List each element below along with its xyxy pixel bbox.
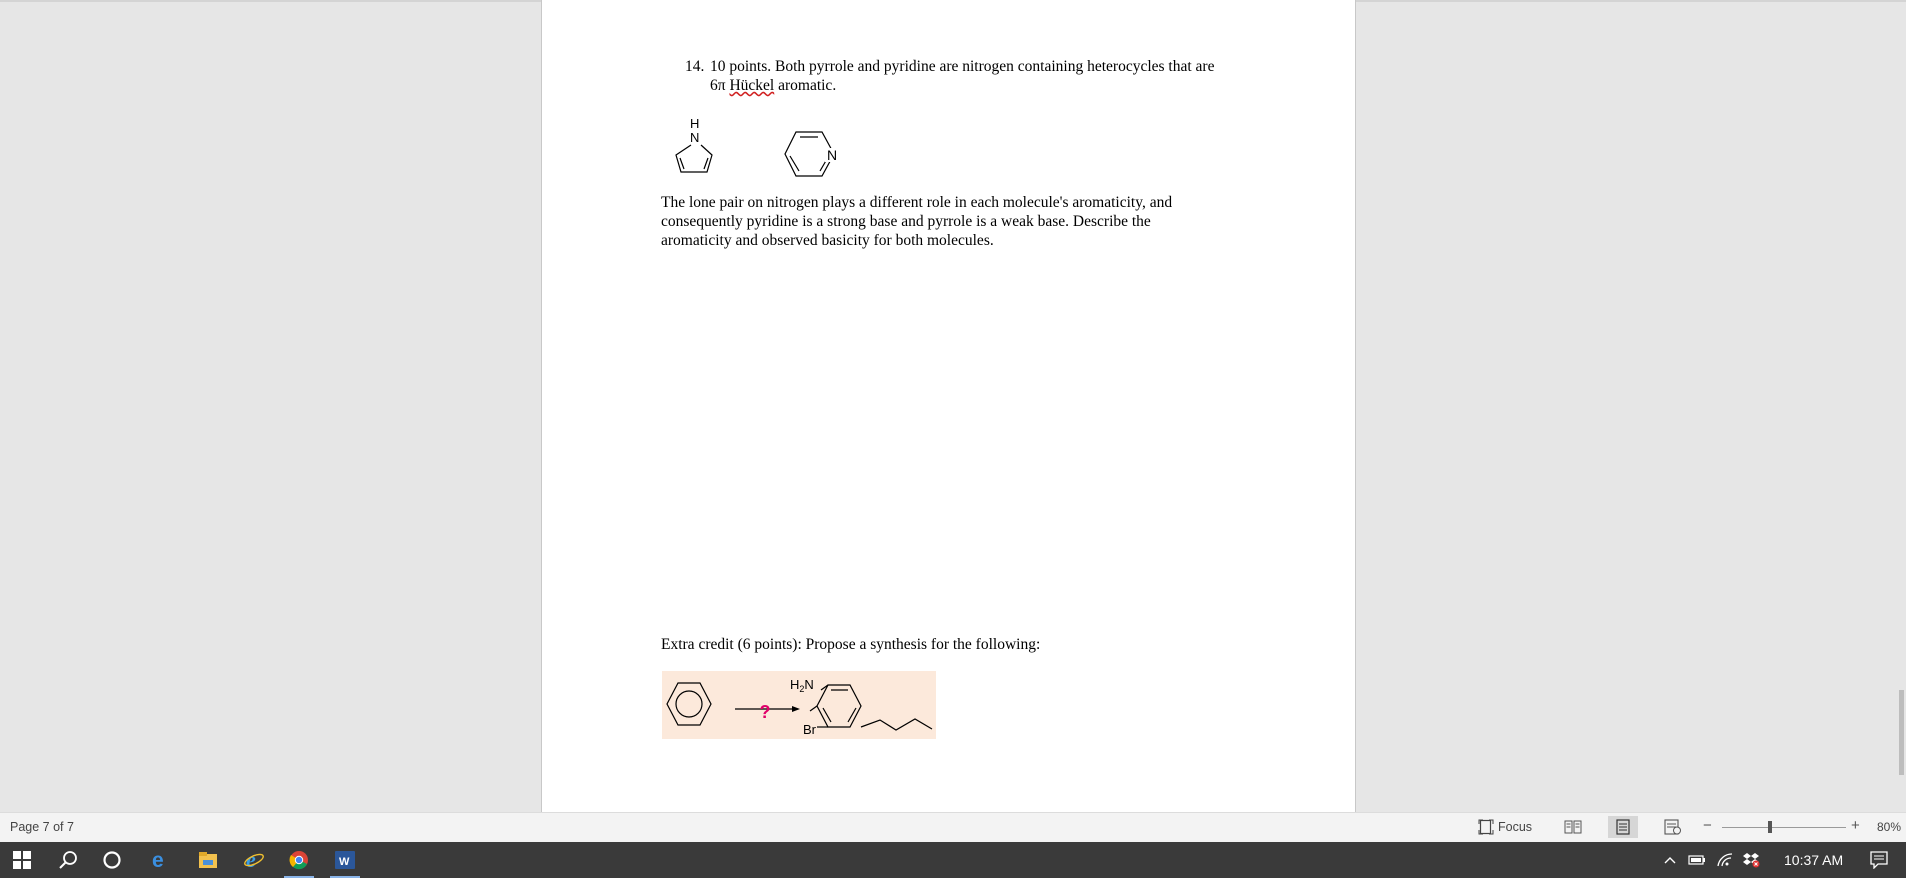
dropbox-tray-button[interactable]	[1740, 842, 1762, 878]
zoom-slider-thumb[interactable]	[1768, 821, 1772, 833]
edge-browser-icon	[150, 850, 170, 870]
cortana-button[interactable]	[94, 842, 130, 878]
document-page[interactable]	[541, 0, 1356, 812]
start-button[interactable]	[4, 842, 40, 878]
paragraph-line-1: The lone pair on nitrogen plays a different role in each molecule's aromaticity, and	[661, 194, 1173, 211]
amine-subscript: 2	[799, 684, 805, 694]
windows-taskbar	[0, 842, 1906, 878]
notification-icon	[1870, 851, 1888, 869]
network-tray-button[interactable]	[1714, 842, 1736, 878]
benzene-ring	[667, 683, 711, 725]
focus-icon	[1478, 819, 1494, 835]
vertical-scrollbar[interactable]	[1899, 690, 1904, 775]
wifi-icon	[1716, 852, 1734, 868]
benzene-aromatic-circle	[676, 691, 702, 717]
chrome-icon	[289, 850, 309, 870]
show-hidden-icons-button[interactable]	[1660, 842, 1680, 878]
print-layout-button[interactable]	[1608, 816, 1638, 838]
cortana-circle-icon	[102, 850, 122, 870]
synthesis-reaction-image[interactable]	[662, 671, 936, 739]
zoom-in-button[interactable]: +	[1851, 817, 1860, 834]
question-line2-prefix: 6π	[710, 77, 730, 94]
paragraph-line-3: aromaticity and observed basicity for both molecules.	[661, 232, 994, 249]
read-mode-button[interactable]	[1558, 816, 1588, 838]
web-layout-button[interactable]	[1658, 816, 1688, 838]
status-bar	[0, 812, 1906, 842]
zoom-percent[interactable]: 80%	[1877, 820, 1902, 834]
pyrrole-n-label: N	[690, 130, 700, 145]
question-line2-suffix: aromatic.	[774, 77, 837, 94]
internet-explorer-icon	[243, 849, 265, 871]
question-text-line1: 10 points. Both pyrrole and pyridine are nitrogen containing heterocycles that are	[710, 58, 1215, 75]
chrome-button[interactable]	[281, 842, 317, 878]
battery-icon	[1688, 854, 1706, 866]
question-paragraph	[661, 193, 1241, 250]
propyl-chain	[861, 719, 932, 730]
edge-taskbar-button[interactable]	[142, 842, 178, 878]
amine-n: N	[804, 677, 814, 692]
paragraph-line-2: consequently pyridine is a strong base and pyrrole is a weak base. Describe the	[661, 213, 1151, 230]
taskbar-clock[interactable]: 10:37 AM	[1784, 852, 1844, 868]
extra-credit-text: Extra credit (6 points): Propose a synthesis for the following:	[661, 636, 1041, 653]
windows-logo-icon	[13, 851, 31, 869]
focus-mode-button[interactable]	[1478, 817, 1532, 837]
read-mode-icon	[1564, 820, 1582, 834]
word-icon-letter: W	[339, 856, 350, 868]
action-center-button[interactable]	[1864, 842, 1894, 878]
pyrrole-h-label: H	[690, 116, 700, 131]
pyridine-n-label: N	[827, 147, 838, 163]
focus-label: Focus	[1498, 820, 1533, 834]
zoom-out-button[interactable]: −	[1703, 817, 1712, 834]
pyridine-structure	[782, 128, 852, 180]
misspelled-word-huckel[interactable]: Hückel	[729, 77, 775, 94]
question-number: 14.	[685, 58, 705, 75]
svg-text:e: e	[152, 850, 164, 870]
svg-text:e: e	[246, 849, 256, 871]
question-text-line2	[710, 76, 836, 95]
product-ring	[817, 685, 861, 727]
reaction-arrowhead	[792, 706, 800, 712]
file-explorer-icon	[198, 851, 218, 869]
internet-explorer-button[interactable]	[236, 842, 272, 878]
zoom-slider-track[interactable]	[1722, 827, 1846, 828]
reaction-scheme	[662, 671, 936, 739]
dropbox-icon	[1742, 852, 1760, 868]
question-mark: ?	[759, 702, 771, 722]
file-explorer-button[interactable]	[190, 842, 226, 878]
pyrrole-structure	[668, 112, 724, 178]
word-taskbar-button[interactable]	[327, 842, 363, 878]
search-button[interactable]	[50, 842, 86, 878]
search-icon	[58, 850, 78, 870]
page-indicator[interactable]: Page 7 of 7	[10, 820, 74, 834]
chevron-up-icon	[1664, 856, 1676, 864]
web-layout-icon	[1664, 819, 1682, 835]
amine-label	[790, 677, 814, 694]
amine-h: H	[790, 677, 800, 692]
word-icon	[335, 851, 355, 869]
battery-tray-button[interactable]	[1686, 842, 1708, 878]
bromo-label: Br	[803, 722, 816, 737]
print-layout-icon	[1616, 819, 1630, 835]
